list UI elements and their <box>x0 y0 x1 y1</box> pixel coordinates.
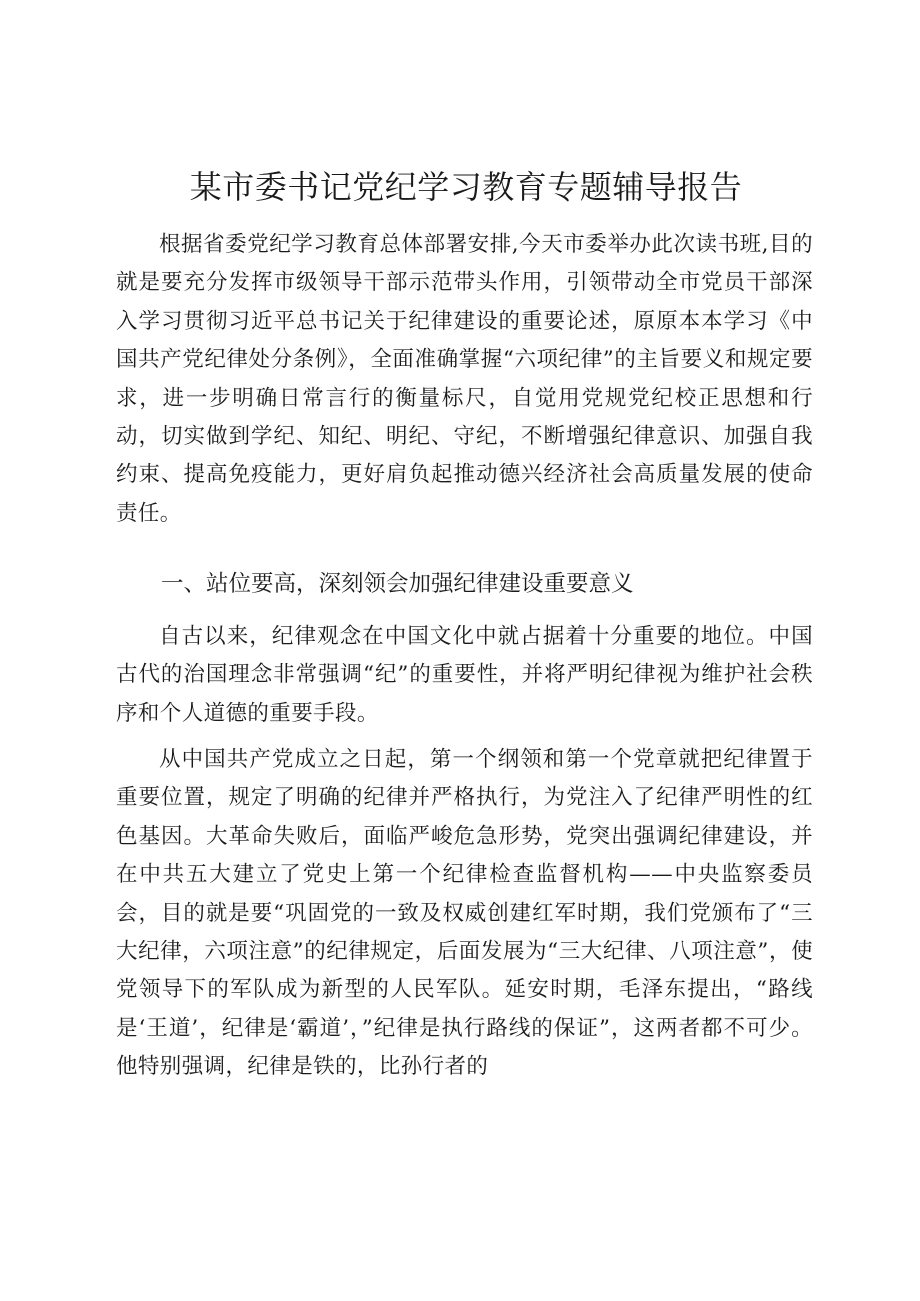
body-paragraph-party-discipline: 从中国共产党成立之日起，第一个纲领和第一个党章就把纪律置于重要位置，规定了明确的纪律并严格执行，为党注入了纪律严明性的红色基因。大革命失败后，面临严峻危急形势，党突出强调纪律建设，并在中共五大建立了党史上第一个纪律检查监督机构——中央监察委员会，目的就是要“巩固党的一致及权威创建红军时期，我们党颁布了“三大纪律，六项注意”的纪律规定，后面发展为“三大纪律、八项注意”，使党领导下的军队成为新型的人民军队。延安时期，毛泽东提出，“路线是‘王道’，纪律是‘霸道’，”纪律是执行路线的保证”，这两者都不可少。他特别强调，纪律是铁的，比孙行者的 <box>116 747 813 1080</box>
document-title: 某市委书记党纪学习教育专题辅导报告 <box>189 168 743 206</box>
section-heading-1: 一、站位要高，深刻领会加强纪律建设重要意义 <box>161 571 634 597</box>
body-paragraph-history: 自古以来，纪律观念在中国文化中就占据着十分重要的地位。中国古代的治国理念非常强调“纪”的重要性，并将严明纪律视为维护社会秩序和个人道德的重要手段。 <box>116 624 813 726</box>
intro-paragraph: 根据省委党纪学习教育总体部署安排,今天市委举办此次读书班,目的就是要充分发挥市级领导干部示范带头作用，引领带动全市党员干部深入学习贯彻习近平总书记关于纪律建设的重要论述，原原本本学习《中国共产党纪律处分条例》，全面准确掌握“六项纪律”的主旨要义和规定要求，进一步明确日常言行的衡量标尺，自觉用党规党纪校正思想和行动，切实做到学纪、知纪、明纪、守纪，不断增强纪律意识、加强自我约束、提高免疫能力，更好肩负起推动德兴经济社会高质量发展的使命责任。 <box>116 232 813 526</box>
